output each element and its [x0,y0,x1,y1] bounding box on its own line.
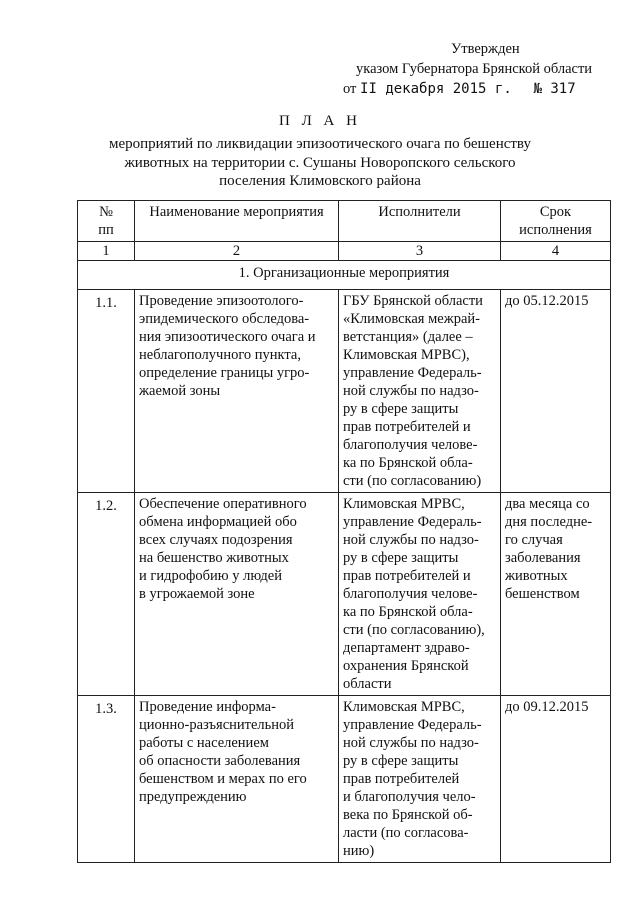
row-activity: Проведение эпизоотолого- эпидемического обследова- ния эпизоотического очага и неблагополучного пункта, определение границы угро- жаемой зоны [135,290,339,493]
approval-date-line [343,79,576,99]
section-row [78,261,611,290]
table-row [78,696,611,863]
plan-table [77,200,611,863]
document-title: П Л А Н [279,113,361,129]
header-executors: Исполнители [339,201,501,242]
column-number: 1 [78,242,135,261]
header-number: № пп [78,201,135,242]
row-deadline: два месяца со дня последне- го случая заболевания животных бешенством [501,493,611,696]
header-name: Наименование мероприятия [135,201,339,242]
approval-decree: указом Губернатора Брянской области [356,61,593,77]
table-row [78,493,611,696]
table-header-row [78,201,611,242]
document-subtitle: мероприятий по ликвидации эпизоотического очага по бешенству животных на территории с. Сушаны Новоропского сельского поселения Климовского района [108,136,532,189]
row-deadline: до 05.12.2015 [501,290,611,493]
row-activity: Проведение информа- ционно-разъяснительной работы с населением об опасности заболевания бешенством и мерах по его предупреждению [135,696,339,863]
row-deadline: до 09.12.2015 [501,696,611,863]
table-row [78,290,611,493]
row-executors: ГБУ Брянской области «Климовская межрай- ветстанция» (далее – Климовская МРВС), управление Федераль- ной службы по надзо- ру в сфере защиты прав потребителей и благополучия челове- ка по Брянской обла- сти (по согласованию) [339,290,501,493]
column-number: 2 [135,242,339,261]
row-number: 1.3. [78,696,135,863]
approval-number: № 317 [533,81,576,97]
row-number: 1.1. [78,290,135,493]
approval-heading: Утвержден [451,41,520,57]
row-executors: Климовская МРВС, управление Федераль- ной службы по надзо- ру в сфере защиты прав потребителей и благополучия челове- ка по Брянской обла- сти (по согласованию), департамент здраво- охранения Брянской области [339,493,501,696]
column-numbers-row [78,242,611,261]
header-deadline: Срок исполнения [501,201,611,242]
section-title: 1. Организационные мероприятия [78,261,611,290]
approval-date-prefix: от [343,81,357,97]
row-number: 1.2. [78,493,135,696]
approval-date: II декабря 2015 г. [360,81,512,97]
row-activity: Обеспечение оперативного обмена информацией обо всех случаях подозрения на бешенство животных и гидрофобию у людей в угрожаемой зоне [135,493,339,696]
column-number: 3 [339,242,501,261]
row-executors: Климовская МРВС, управление Федераль- ной службы по надзо- ру в сфере защиты прав потребителей и благополучия чело- века по Брянской об- ласти (по согласова- нию) [339,696,501,863]
column-number: 4 [501,242,611,261]
